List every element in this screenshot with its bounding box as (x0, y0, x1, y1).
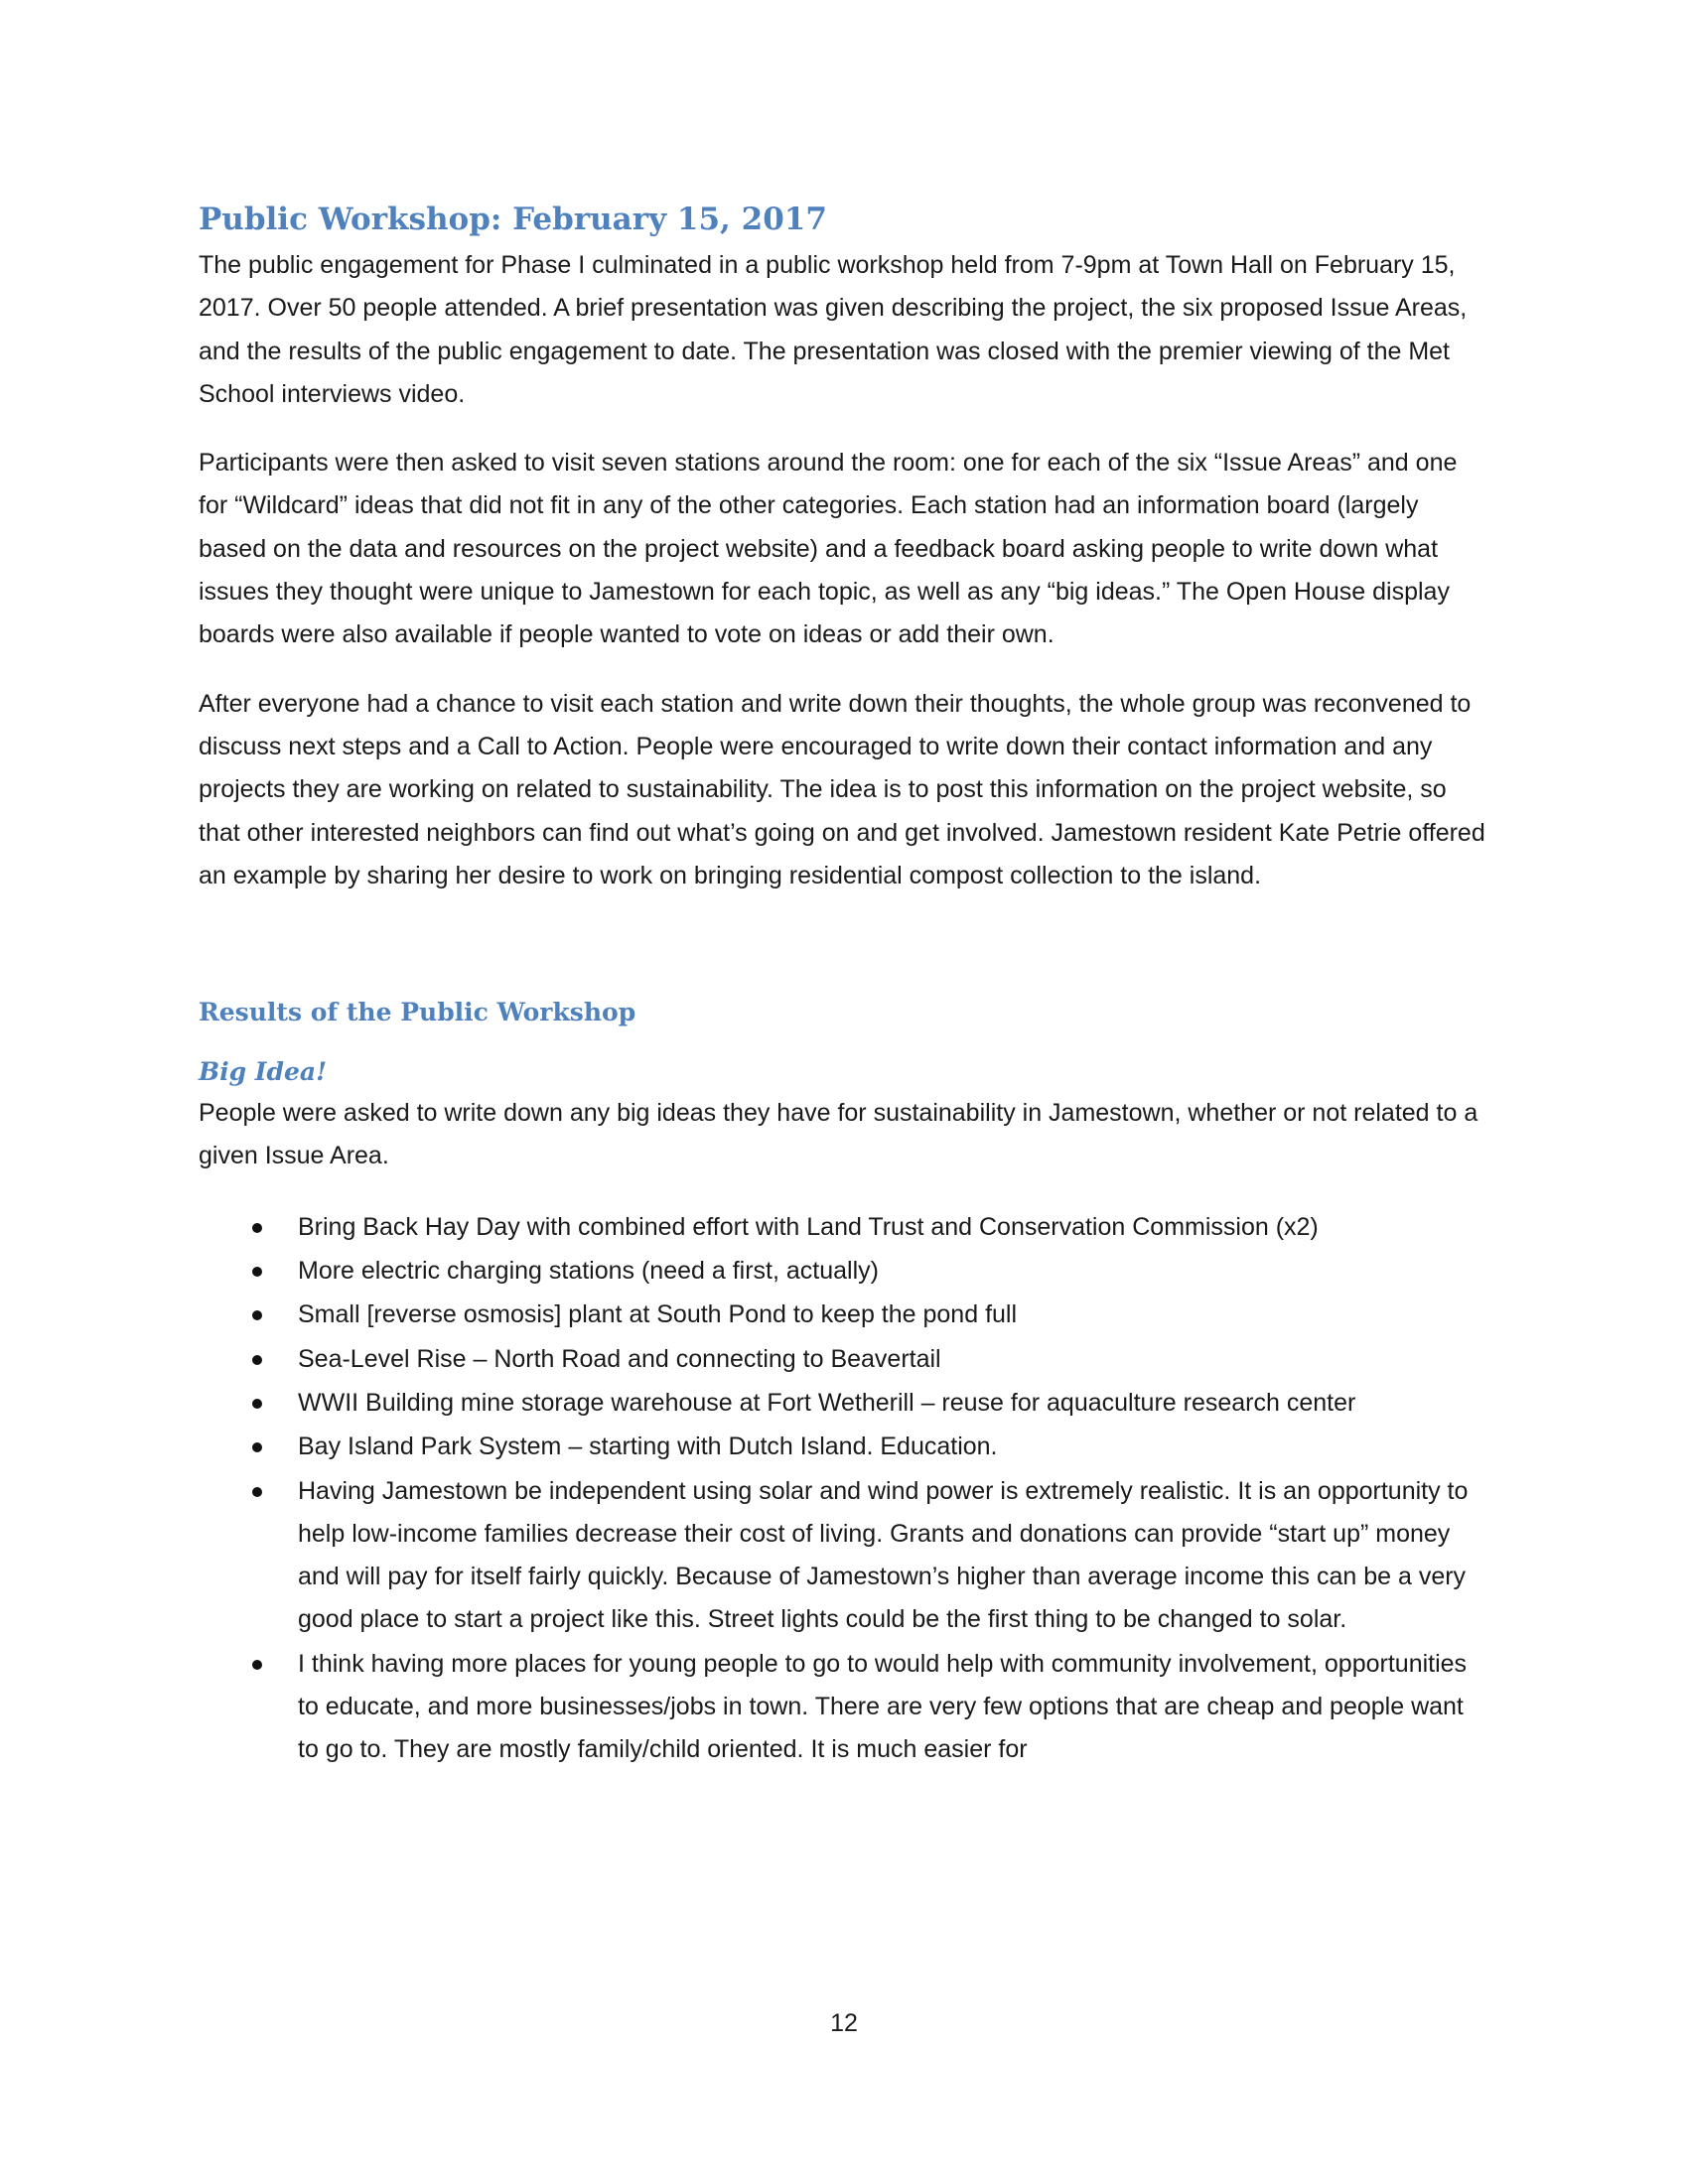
list-item (199, 1338, 1489, 1381)
list-item (199, 1382, 1489, 1425)
list-item (199, 1250, 1489, 1293)
list-item (199, 1426, 1489, 1468)
bullet-icon (252, 1310, 262, 1320)
list-item-text: Bay Island Park System – starting with Dutch Island. Education. (298, 1433, 998, 1461)
bullet-icon (252, 1399, 262, 1409)
list-item-text: Bring Back Hay Day with combined effort with Land Trust and Conservation Commission (x2) (298, 1212, 1319, 1241)
bullet-icon (252, 1355, 262, 1365)
body-paragraph: Participants were then asked to visit seven stations around the room: one for each of the six “Issue Areas” and one for “Wildcard” ideas that did not fit in any of the other categories. Each station had an information board (largely based on the data and resources on the project website) and a feedback board asking people to write down what issues they thought were unique to Jamestown for each topic, as well as any “big ideas.” The Open House display boards were also available if people wanted to vote on ideas or add their own. (199, 449, 1458, 649)
list-item (199, 1206, 1489, 1249)
list-item (199, 1643, 1489, 1772)
body-paragraph: After everyone had a chance to visit each station and write down their thoughts, the whole group was reconvened to discuss next steps and a Call to Action. People were encouraged to write down their contact information and any projects they are working on related to sustainability. The idea is to post this information on the project website, so that other interested neighbors can find out what’s going on and get involved. Jamestown resident Kate Petrie offered an example by sharing her desire to work on bringing residential compost collection to the island. (199, 689, 1485, 889)
big-idea-heading: Big Idea! (199, 1057, 328, 1087)
body-paragraph: The public engagement for Phase I culminated in a public workshop held from 7-9pm at Town Hall on February 15, 2017. Over 50 people attended. A brief presentation was given describing the project, the six proposed Issue Areas, and the results of the public engagement to date. The presentation was closed with the premier viewing of the Met School interviews video. (199, 251, 1468, 408)
results-heading: Results of the Public Workshop (199, 998, 636, 1027)
list-item-text: WWII Building mine storage warehouse at Fort Wetherill – reuse for aquaculture research center (298, 1388, 1356, 1417)
list-item (199, 1470, 1489, 1642)
section-title: Public Workshop: February 15, 2017 (199, 202, 827, 237)
bullet-icon (252, 1267, 262, 1277)
page-number: 12 (830, 2009, 858, 2037)
bullet-icon (252, 1223, 262, 1233)
list-item (199, 1294, 1489, 1336)
list-item-text: Having Jamestown be independent using solar and wind power is extremely realistic. It is an opportunity to help low-income families decrease their cost of living. Grants and donations can provide “start up” money and will pay for itself fairly quickly. Because of Jamestown’s higher than average income this can be a very good place to start a project like this. Street lights could be the first thing to be changed to solar. (298, 1476, 1469, 1634)
list-item-text: Small [reverse osmosis] plant at South Pond to keep the pond full (298, 1300, 1018, 1329)
list-item-text: I think having more places for young people to go to would help with community involvement, opportunities to educate, and more businesses/jobs in town. There are very few options that are cheap and people want to go to. They are mostly family/child oriented. It is much easier for (298, 1649, 1468, 1764)
bullet-icon (252, 1442, 262, 1452)
big-idea-list (199, 1206, 1489, 1772)
list-item-text: Sea-Level Rise – North Road and connecting to Beavertail (298, 1344, 941, 1373)
bullet-icon (252, 1487, 262, 1497)
page-content (199, 195, 1489, 1773)
big-idea-intro: People were asked to write down any big ideas they have for sustainability in Jamestown, whether or not related to a given Issue Area. (199, 1099, 1478, 1170)
list-item-text: More electric charging stations (need a first, actually) (298, 1257, 879, 1286)
bullet-icon (252, 1660, 262, 1670)
